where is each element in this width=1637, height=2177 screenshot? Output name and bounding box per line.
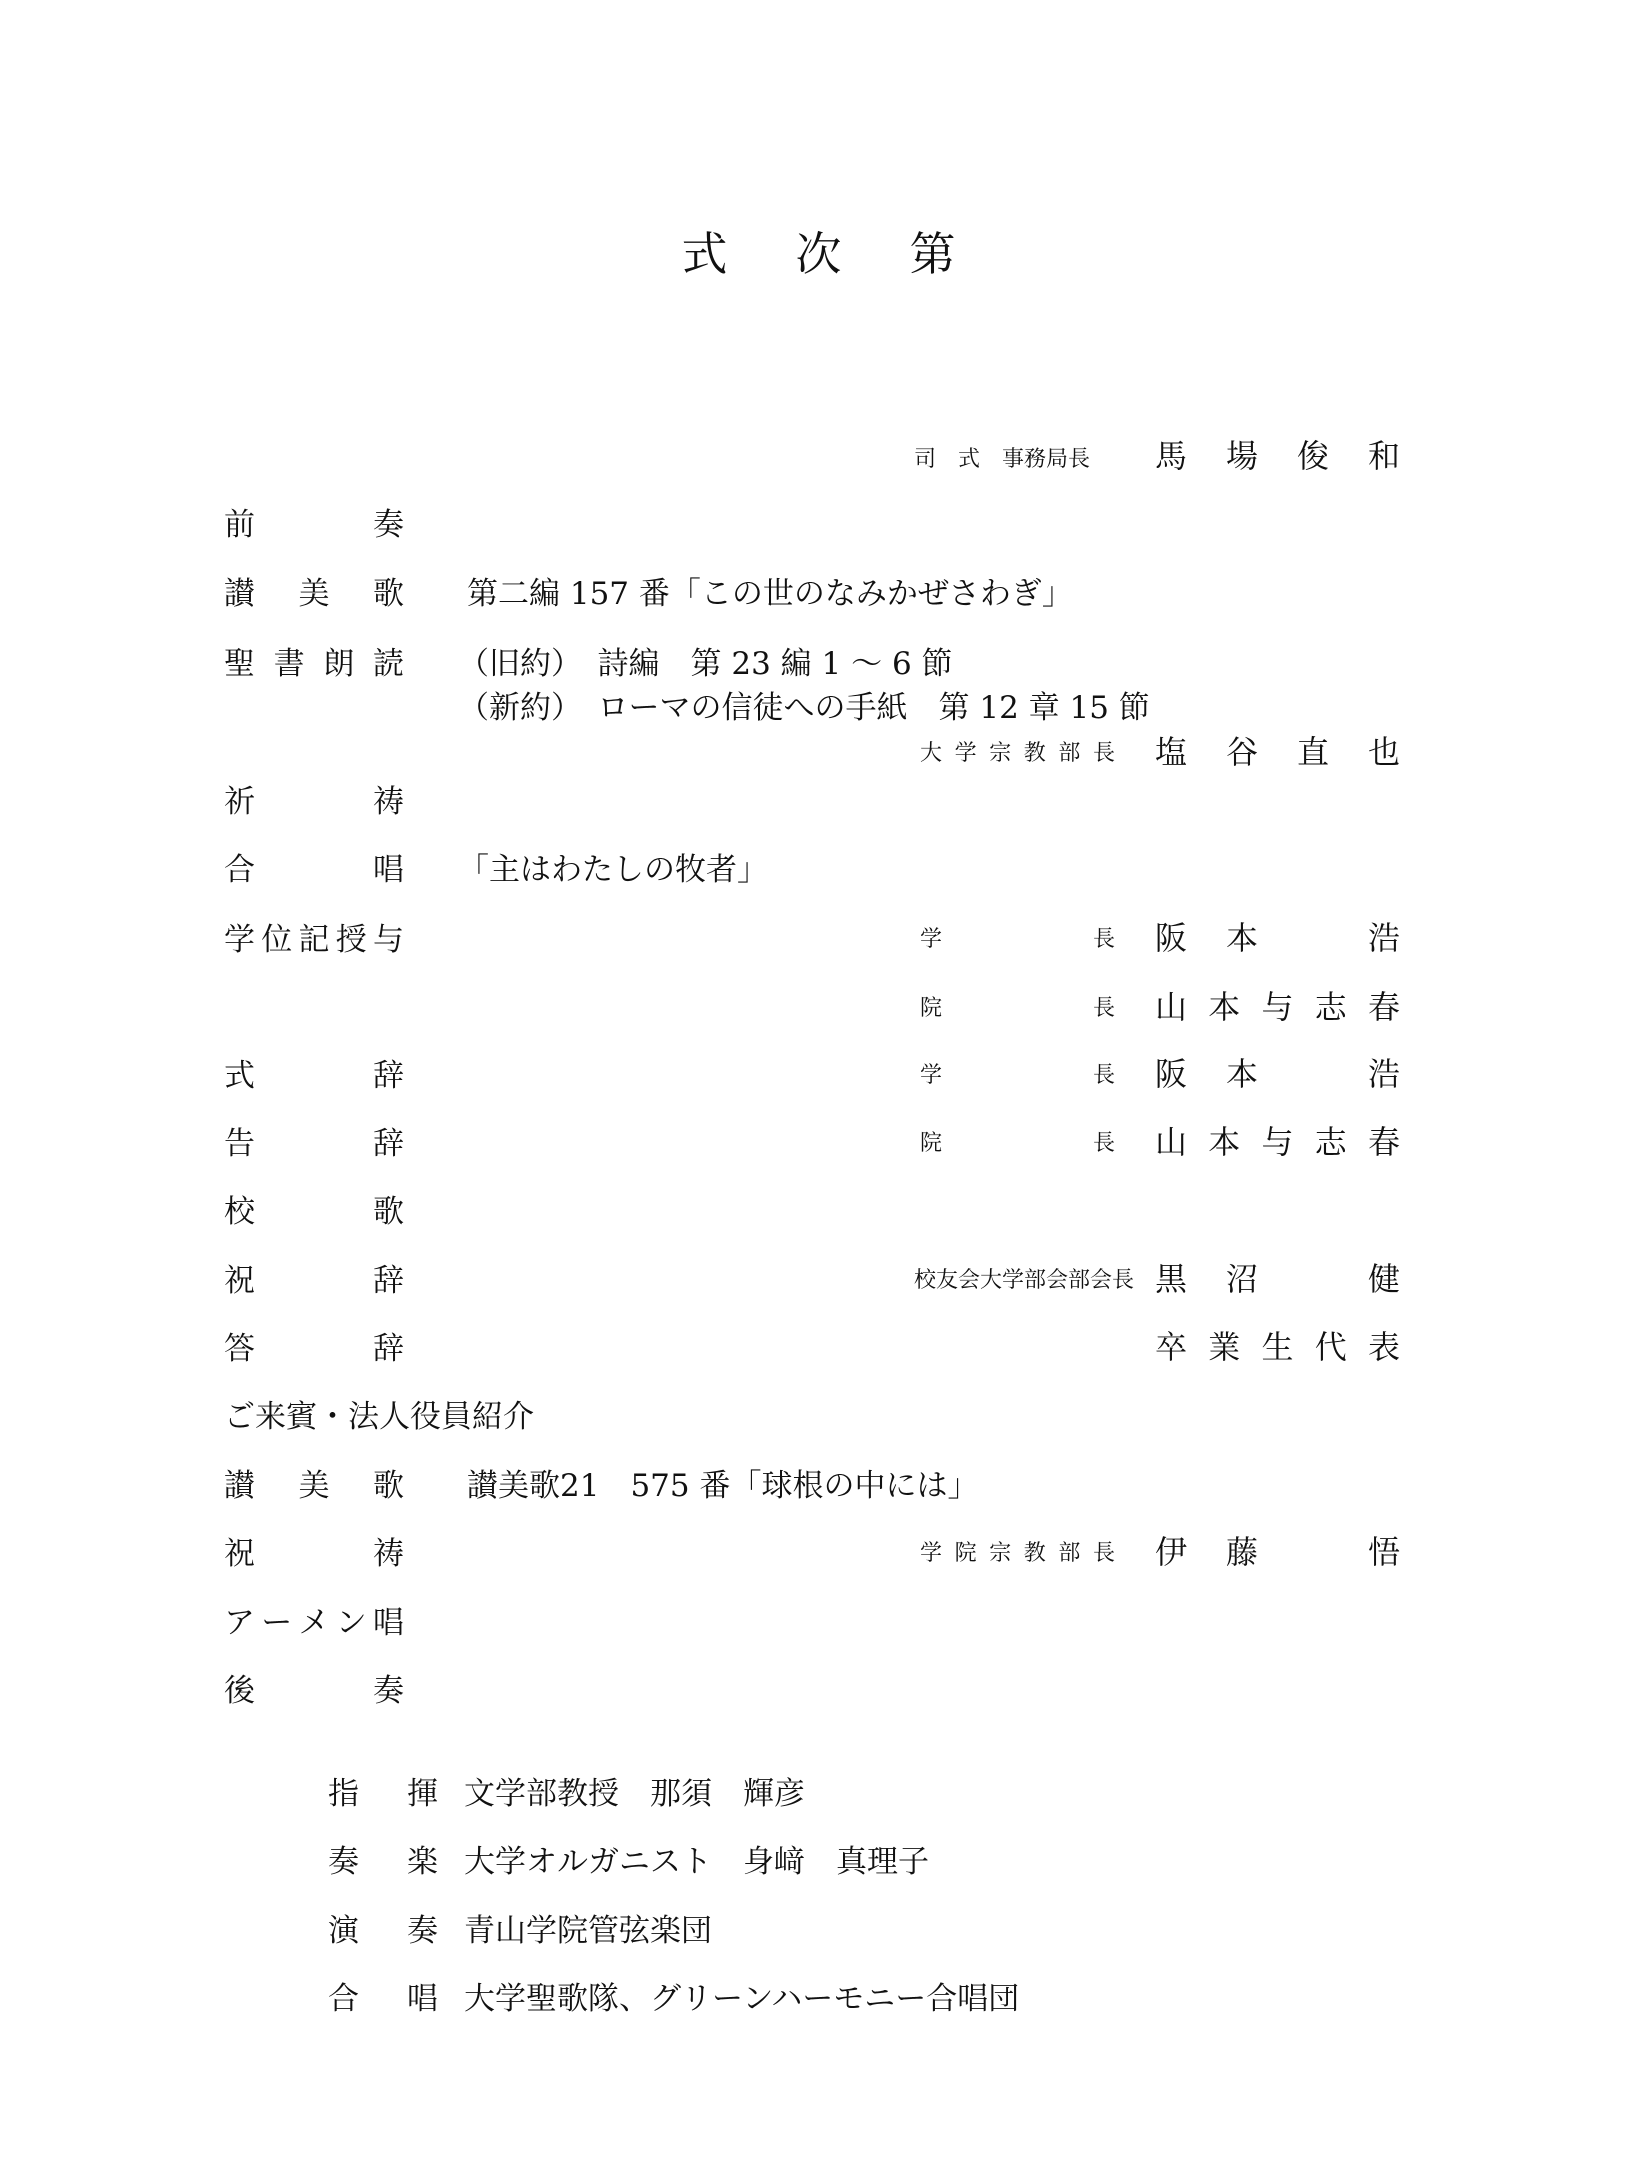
name-char: 志 [1314,1123,1347,1161]
shukutou-role [920,1534,1115,1574]
role-char: 院 [920,1131,943,1156]
item-amen [224,1603,404,1643]
name-char: 志 [1314,988,1347,1026]
role-char: 長 [1092,1541,1115,1566]
touji-name [1155,1327,1400,1367]
seisho-new-testament: （新約） ローマの信徒への手紙 第 12 章 15 節 [458,690,1150,726]
item-sanbika-1 [224,574,404,614]
name-char: 藤 [1225,1533,1258,1571]
item-shikiji [224,1056,404,1096]
role-char: 院 [954,1541,977,1566]
name-char: 本 [1225,919,1258,957]
label-char: 美 [298,1468,330,1504]
label-char: 歌 [373,1468,404,1504]
name-char: 直 [1296,733,1329,771]
credit-label: 合 唱 [328,1981,438,2017]
credit-text: 青山学院管弦楽団 [464,1913,712,1949]
label-char: 朗 [323,646,355,682]
label-char: 授 [335,922,367,958]
role-char: 教 [1023,1541,1046,1566]
name-char: 馬 [1155,437,1188,475]
name-char [1297,918,1329,958]
label-char: 校 [224,1194,255,1230]
gakui-name-2 [1155,987,1400,1027]
credit-text: 文学部教授 那須 輝彦 [464,1776,805,1812]
label-char: 記 [298,922,330,958]
role-char: 部 [1058,741,1081,766]
item-kouka [224,1192,404,1232]
sanbika-1-text: 第二編 157 番「この世のなみかぜさわぎ」 [467,576,1073,612]
label-char: 祈 [224,784,255,820]
sanbika-2-text: 讃美歌21 575 番「球根の中には」 [467,1468,979,1504]
label-char: 祝 [224,1536,255,1572]
label-char: ン [335,1605,367,1641]
label-char: 読 [372,646,404,682]
role-char: 長 [1092,1131,1115,1156]
item-sanbika-2 [224,1466,404,1506]
shikiji-name [1155,1054,1400,1094]
credit-label: 指 揮 [328,1776,438,1812]
credit-choir [328,1979,1019,2019]
label-char: 美 [298,576,330,612]
label-char: 奏 [373,1673,404,1709]
label-char: 歌 [373,1194,404,1230]
name-char [1297,1532,1329,1572]
gakui-role-2 [920,989,1115,1029]
credit-text: 大学聖歌隊、グリーンハーモニー合唱団 [464,1981,1020,2017]
label-char: 学 [224,922,255,958]
shukuji-name [1155,1259,1400,1299]
label-char: 後 [224,1673,255,1709]
label-char: 讃 [224,1468,255,1504]
item-touji [224,1329,404,1369]
name-char: 塩 [1155,733,1188,771]
name-char: 和 [1367,437,1400,475]
name-char: 浩 [1367,1055,1400,1093]
name-char: 本 [1225,1055,1258,1093]
item-kitou [224,782,404,822]
role-char: 大 [920,741,943,766]
title-char: 式 [681,227,728,281]
label-char: 奏 [373,507,404,543]
name-char: 本 [1208,988,1241,1026]
name-char: 卒 [1155,1328,1188,1366]
item-shukutou [224,1534,404,1574]
name-char: 浩 [1367,919,1400,957]
label-char: 祷 [373,1536,404,1572]
name-char [1297,1259,1329,1299]
name-char: 黒 [1155,1260,1188,1298]
shukuji-role: 校友会大学部会部会長 [914,1268,1135,1293]
credit-organ [328,1842,929,1882]
label-char: 讃 [224,576,255,612]
credit-conductor [328,1774,805,1814]
credit-text: 大学オルガニスト 身﨑 真理子 [464,1844,929,1880]
role-char: 宗 [989,1541,1012,1566]
name-char: 与 [1261,1123,1294,1161]
seisho-old-testament: （旧約） 詩編 第 23 編 1 ～ 6 節 [458,646,953,682]
name-char: 生 [1261,1328,1294,1366]
name-char: 場 [1225,437,1258,475]
name-char: 与 [1261,988,1294,1026]
shikiji-role [920,1056,1115,1096]
item-zensou [224,505,404,545]
item-gasshou [224,850,404,890]
label-char: 合 [224,852,255,888]
label-char: 式 [224,1058,255,1094]
presider-name [1155,436,1400,476]
role-char: 教 [1023,741,1046,766]
label-char: 書 [273,646,305,682]
presider-role: 事務局長 [1002,447,1091,472]
name-char: 山 [1155,988,1188,1026]
kokuji-name [1155,1122,1400,1162]
label-char: 告 [224,1126,255,1162]
label-char: 与 [373,922,404,958]
name-char: 代 [1314,1328,1347,1366]
seisho-name [1155,732,1400,772]
label-char: 前 [224,507,255,543]
role-char: 学 [920,1063,943,1088]
name-char: 阪 [1155,1055,1188,1093]
name-char: 悟 [1367,1533,1400,1571]
label-char: 聖 [224,646,255,682]
seisho-role [920,734,1115,774]
role-char: 部 [1058,1541,1081,1566]
role-char: 長 [1092,996,1115,1021]
role-char: 長 [1092,741,1115,766]
gasshou-text: 「主はわたしの牧者」 [458,852,768,888]
label-char: 辞 [373,1331,404,1367]
label-char: 唱 [373,1605,404,1641]
kokuji-role [920,1124,1115,1164]
item-gakui [224,920,404,960]
item-kokuji [224,1124,404,1164]
role-char: 院 [920,996,943,1021]
credit-label: 演 奏 [328,1913,438,1949]
presider-label-text: 司 式 [914,447,981,472]
name-char: 俊 [1296,437,1329,475]
label-char: 答 [224,1331,255,1367]
title-char: 次 [795,227,842,281]
label-char: メ [298,1605,330,1641]
item-shukuji [224,1261,404,1301]
label-char: 辞 [373,1263,404,1299]
item-seisho [224,644,404,684]
label-char: 祷 [373,784,404,820]
name-char: 本 [1208,1123,1241,1161]
name-char: 表 [1367,1328,1400,1366]
label-char: 祝 [224,1263,255,1299]
role-char: 学 [920,927,943,952]
item-kousou [224,1671,404,1711]
credit-label: 奏 楽 [328,1844,438,1880]
role-char: 学 [920,1541,943,1566]
title-char: 第 [909,227,956,281]
role-char: 宗 [989,741,1012,766]
role-char: 長 [1092,927,1115,952]
name-char: 也 [1367,733,1400,771]
label-char: ー [261,1605,293,1641]
name-char: 健 [1367,1260,1400,1298]
name-char: 沼 [1225,1260,1258,1298]
gakui-name-1 [1155,918,1400,958]
shukutou-name [1155,1532,1400,1572]
name-char: 伊 [1155,1533,1188,1571]
label-char: 歌 [373,576,404,612]
name-char: 春 [1367,988,1400,1026]
role-char: 長 [1092,1063,1115,1088]
name-char [1297,1054,1329,1094]
item-raihin: ご来賓・法人役員紹介 [224,1399,534,1435]
name-char: 山 [1155,1123,1188,1161]
name-char: 業 [1208,1328,1241,1366]
role-char: 学 [954,741,977,766]
name-char: 谷 [1225,733,1258,771]
label-char: 位 [261,922,293,958]
presider-label [914,440,1090,480]
gakui-role-1 [920,920,1115,960]
label-char: 唱 [373,852,404,888]
label-char: ア [224,1605,255,1641]
label-char: 辞 [373,1058,404,1094]
label-char: 辞 [373,1126,404,1162]
credit-orchestra [328,1911,712,1951]
page-title [0,218,1637,284]
name-char: 春 [1367,1123,1400,1161]
name-char: 阪 [1155,919,1188,957]
